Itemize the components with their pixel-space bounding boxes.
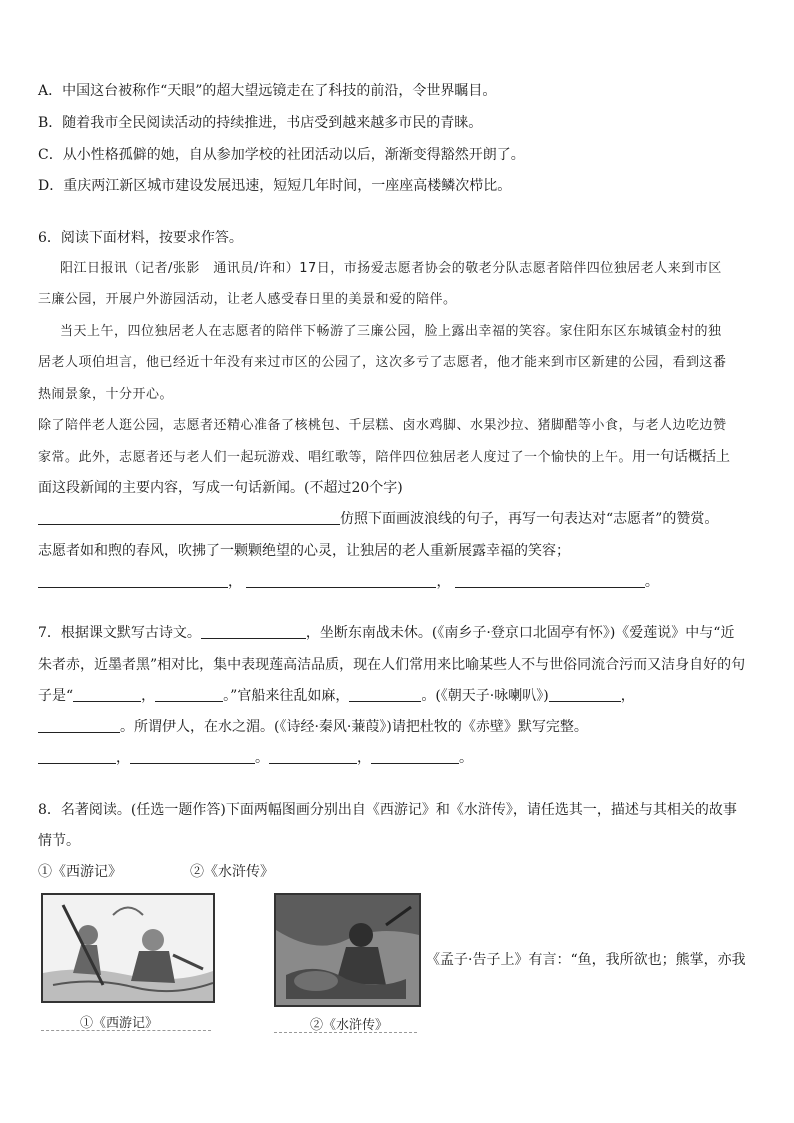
q7-text: 。”官船来往乱如麻， — [223, 688, 350, 704]
q6-imitation-blank[interactable] — [38, 573, 228, 588]
q7-text: ， — [620, 688, 635, 704]
q7-text: ， — [141, 688, 156, 704]
q8-label-shuihu: ②《水浒传》 — [190, 864, 274, 880]
q8-prompt: 情节。 — [38, 833, 80, 849]
q7-text: ，坐断东南战未休。(《南乡子·登京口北固亭有怀》)《爱莲说》中与“近 — [305, 625, 735, 641]
q6-news-line: 家常。此外，志愿者还与老人们一起玩游戏、唱红歌等，陪伴四位独居老人度过了一个愉快的上午。 — [38, 450, 633, 465]
q7-blank[interactable] — [349, 687, 421, 702]
q6-answer-blank[interactable] — [38, 510, 340, 525]
q7-blank[interactable] — [201, 624, 306, 639]
q7-blank[interactable] — [130, 749, 255, 764]
q7-blank[interactable] — [73, 687, 141, 702]
caption-divider — [41, 1030, 211, 1031]
q7-blank[interactable] — [371, 749, 459, 764]
q8-prompt: 8．名著阅读。(任选一题作答)下面两幅图画分别出自《西游记》和《水浒传》，请任选其一，描述与其相关的故事 — [38, 802, 737, 818]
q6-news-line: 阳江日报讯（记者/张影 通讯员/许和）17日，市扬爱志愿者协会的敬老分队志愿者陪伴四位独居老人来到市区 — [60, 261, 722, 276]
q7-blank[interactable] — [38, 718, 120, 733]
q8-label-xiyouji: ①《西游记》 — [38, 864, 122, 880]
q6-task-start: 用一句话概括上 — [632, 449, 731, 465]
q7-text: 子是“ — [38, 688, 74, 704]
q6-imitation-blank[interactable] — [246, 573, 436, 588]
q6-news-line: 除了陪伴老人逛公园，志愿者还精心准备了核桃包、千层糕、卤水鸡脚、水果沙拉、猪脚醋等小食，与老人边吃边赞 — [38, 418, 727, 433]
q9-text-start: 《孟子·告子上》有言：“鱼，我所欲也；熊掌，亦我 — [426, 952, 746, 968]
q7-text: ， — [357, 750, 371, 766]
q7-blank[interactable] — [549, 687, 621, 702]
q7-text: 朱者赤，近墨者黑”相对比，集中表现莲高洁品质，现在人们常用来比喻某些人不与世俗同流合污而又洁身自好的句 — [38, 657, 746, 673]
q7-blank[interactable] — [269, 749, 357, 764]
q5-option-a: A．中国这台被称作“天眼”的超大望远镜走在了科技的前沿，令世界瞩目。 — [38, 83, 497, 99]
shuihu-caption: ②《水浒传》 — [310, 1018, 389, 1033]
q6-example-sentence: 志愿者如和煦的春风，吹拂了一颗颗绝望的心灵，让独居的老人重新展露幸福的笑容； — [38, 543, 570, 559]
caption-divider — [274, 1032, 417, 1033]
q6-news-line: 居老人项伯坦言，他已经近十年没有来过市区的公园了，这次多亏了志愿者，他才能来到市区新建的公园，看到这番 — [38, 355, 727, 370]
q6-prompt: 6．阅读下面材料，按要求作答。 — [38, 230, 243, 246]
q7-text: 。 — [255, 750, 269, 766]
q7-text: 。 — [459, 750, 473, 766]
q6-news-line: 三廉公园，开展户外游园活动，让老人感受春日里的美景和爱的陪伴。 — [38, 292, 457, 307]
q7-blank[interactable] — [38, 749, 116, 764]
q7-text: 。(《朝天子·咏喇叭》) — [421, 688, 549, 704]
q6-imitate-prompt: 仿照下面画波浪线的句子，再写一句表达对“志愿者”的赞赏。 — [340, 511, 719, 527]
xiyouji-caption: ①《西游记》 — [80, 1016, 159, 1031]
punctuation: 。 — [644, 574, 659, 590]
q5-option-b: B．随着我市全民阅读活动的持续推进，书店受到越来越多市民的青睐。 — [38, 115, 483, 131]
q6-news-line: 热闹景象，十分开心。 — [38, 387, 174, 402]
punctuation: ， — [436, 574, 451, 590]
q5-option-c: C．从小性格孤僻的她，自从参加学校的社团活动以后，渐渐变得豁然开朗了。 — [38, 147, 525, 163]
q7-text: 。所谓伊人，在水之湄。(《诗经·秦风·蒹葭》)请把杜牧的《赤壁》默写完整。 — [120, 719, 588, 735]
q6-imitation-blank[interactable] — [455, 573, 645, 588]
q7-prompt: 7．根据课文默写古诗文。 — [38, 625, 201, 641]
q6-news-line: 当天上午，四位独居老人在志愿者的陪伴下畅游了三廉公园，脸上露出幸福的笑容。家住阳东区东城镇金村的独 — [60, 324, 722, 339]
punctuation: ， — [228, 574, 242, 590]
q7-blank[interactable] — [155, 687, 223, 702]
q7-text: ， — [116, 750, 130, 766]
q6-task: 面这段新闻的主要内容，写成一句话新闻。(不超过20个字) — [38, 480, 403, 496]
shuihu-illustration — [274, 893, 421, 1007]
q5-option-d: D．重庆两江新区城市建设发展迅速，短短几年时间，一座座高楼鳞次栉比。 — [38, 178, 512, 194]
xiyouji-illustration — [41, 893, 215, 1003]
